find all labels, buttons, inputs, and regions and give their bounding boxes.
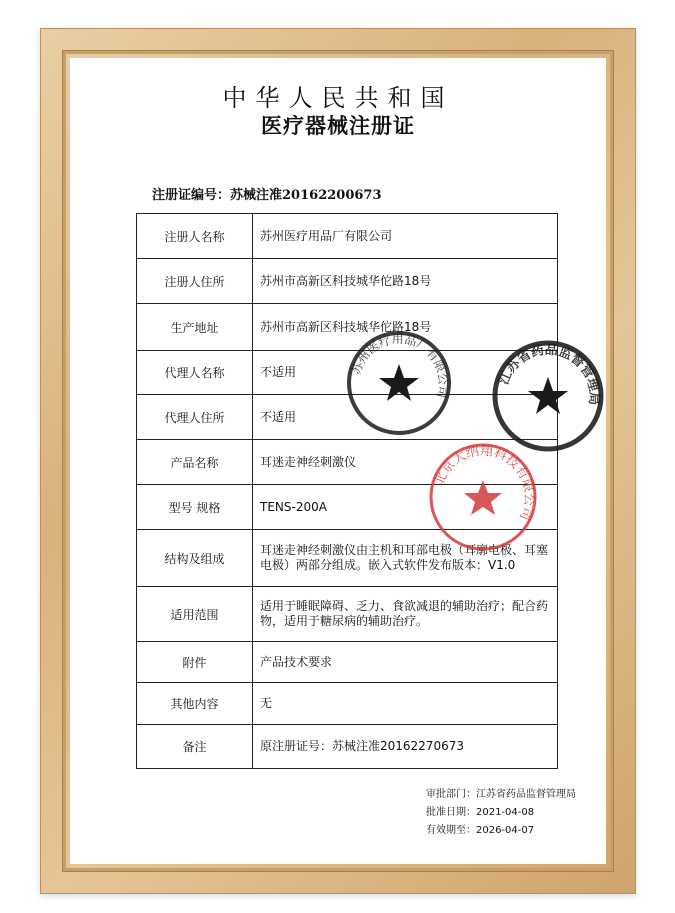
seal-text: 江苏省药品监督管理局 [496,342,602,406]
table-row [137,259,558,304]
country-title: 中华人民共和国 [222,84,454,112]
company-seal [346,330,452,436]
row-label: 生产地址 [137,304,253,351]
document-title: 医疗器械注册证 [261,113,415,138]
registration-value: 苏械注准20162200673 [230,188,382,203]
row-label: 其他内容 [137,683,253,725]
approval-department: 审批部门：江苏省药品监督管理局 [426,789,576,800]
row-value: 不适用 [253,351,558,395]
row-value: 苏州市高新区科技城华佗路18号 [253,304,558,351]
registration-label: 注册证编号： [152,188,231,203]
row-value: 适用于睡眠障碍、乏力、食欲减退的辅助治疗；配合药物，适用于糖尿病的辅助治疗。 [253,587,558,642]
row-value: 苏州市高新区科技城华佗路18号 [253,259,558,304]
row-label: 型号 规格 [137,485,253,530]
valid-until: 有效期至：2026-04-07 [426,825,535,836]
row-value: 耳迷走神经刺激仪 [253,440,558,485]
row-label: 附件 [137,642,253,683]
authority-seal [492,340,604,452]
registration-number [152,184,382,203]
table-row [137,642,558,683]
row-label: 适用范围 [137,587,253,642]
row-value: TENS-200A [253,485,558,530]
row-value: 原注册证号：苏械注准20162270673 [253,725,558,769]
row-label: 结构及组成 [137,530,253,587]
seal-text: 苏州医疗用品厂有限公司 [348,331,451,400]
star-icon [379,364,419,401]
seal-text: 北京大纳翔科技有限公司 [431,443,537,523]
row-label: 注册人住所 [137,259,253,304]
table-row [137,725,558,769]
row-value: 不适用 [253,395,558,440]
row-value: 耳迷走神经刺激仪由主机和耳部电极（耳廓电极、耳塞电极）两部分组成。嵌入式软件发布版本：V1.0 [253,530,558,587]
table-row [137,683,558,725]
approval-footer [426,786,576,840]
star-icon [464,480,502,515]
approval-date: 批准日期：2021-04-08 [426,807,535,818]
row-value: 无 [253,683,558,725]
table-row [137,587,558,642]
red-seal [428,442,538,552]
certificate-paper [70,58,606,864]
star-icon [528,377,568,414]
row-label: 代理人名称 [137,351,253,395]
row-label: 代理人住所 [137,395,253,440]
row-value: 产品技术要求 [253,642,558,683]
table-row [137,214,558,259]
row-label: 产品名称 [137,440,253,485]
row-value: 苏州医疗用品厂有限公司 [253,214,558,259]
row-label: 备注 [137,725,253,769]
svg-text:北京大纳翔科技有限公司 [432,443,537,522]
row-label: 注册人名称 [137,214,253,259]
